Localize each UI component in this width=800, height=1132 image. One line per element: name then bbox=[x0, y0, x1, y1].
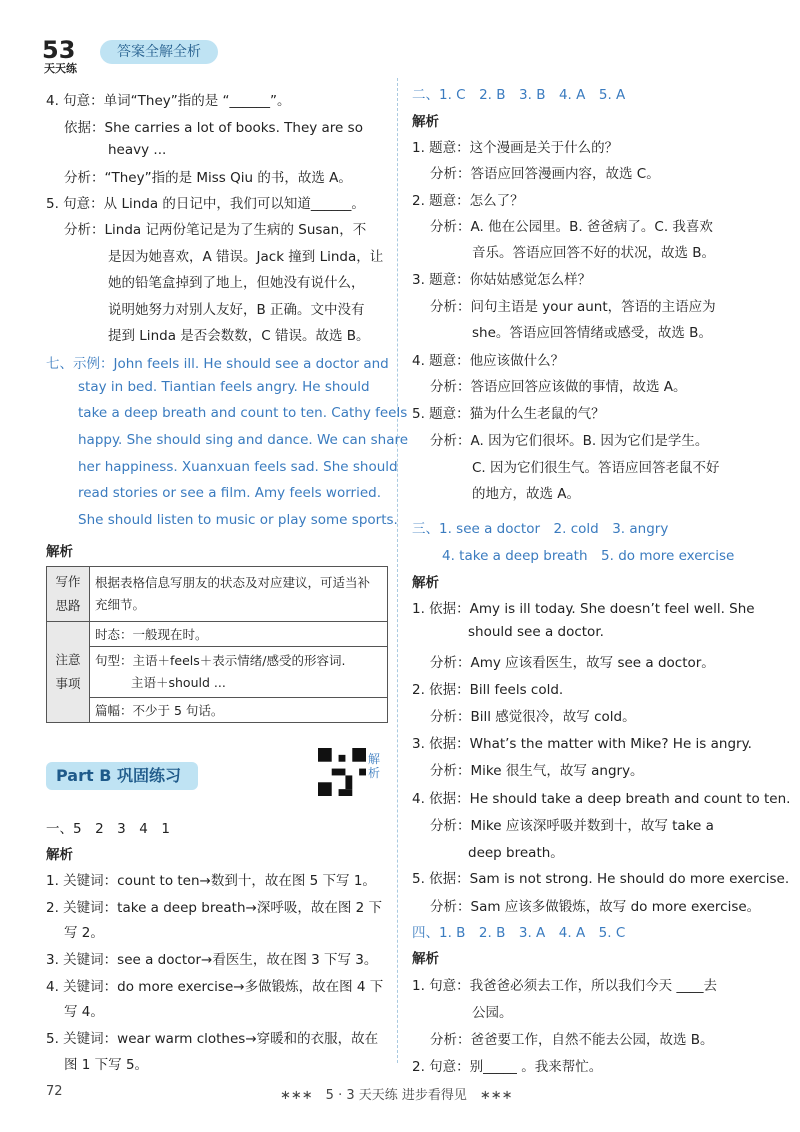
table-cell-line: 主语＋should ... bbox=[131, 675, 226, 690]
footer-slogan: ∗∗∗ 5 · 3 天天练 进步看得见 ∗∗∗ bbox=[280, 1088, 513, 1103]
jiexi-heading: 解析 bbox=[412, 575, 439, 591]
right-line: deep breath。 bbox=[468, 845, 564, 861]
right-line: 分析：Mike 应该深呼吸并数到十，故写 take a bbox=[430, 818, 714, 834]
right-line: 分析：Sam 应该多做锻炼，故写 do more exercise。 bbox=[430, 899, 761, 915]
key-line: 图 1 下写 5。 bbox=[64, 1057, 149, 1073]
sample-line: take a deep breath and count to ten. Cathy feels bbox=[78, 405, 408, 421]
answer-line: 4. take a deep breath 5. do more exercise bbox=[442, 548, 735, 564]
svg-text:天天练: 天天练 bbox=[44, 62, 77, 74]
right-line: 分析：爸爸要工作，自然不能去公园，故选 B。 bbox=[430, 1032, 714, 1048]
answer-line: 三、1. see a doctor 2. cold 3. angry bbox=[412, 521, 669, 537]
answer-line: 二、1. C 2. B 3. B 4. A 5. A bbox=[412, 87, 626, 103]
key-line: 2. 关键词：take a deep breath→深呼吸，故在图 2 下 bbox=[46, 900, 383, 916]
table-label: 注意事项 bbox=[47, 622, 90, 723]
table-cell-line: 句型：主语＋feels＋表示情绪/感受的形容词. bbox=[95, 653, 346, 668]
answer-line: 四、1. B 2. B 3. A 4. A 5. C bbox=[412, 925, 626, 941]
table-cell bbox=[90, 647, 388, 698]
right-line: 4. 题意：他应该做什么？ bbox=[412, 353, 565, 369]
right-line: 1. 题意：这个漫画是关于什么的？ bbox=[412, 140, 619, 156]
right-line: she。答语应回答情绪或感受，故选 B。 bbox=[472, 325, 712, 341]
table-cell: 根据表格信息写朋友的状态及对应建议，可适当补充细节。 bbox=[90, 567, 388, 622]
jiexi-heading: 解析 bbox=[412, 951, 439, 967]
table-cell: 篇幅：不少于 5 句话。 bbox=[90, 698, 388, 723]
right-line: 3. 题意：你姑姑感觉怎么样？ bbox=[412, 272, 592, 288]
key-line: 写 2。 bbox=[64, 925, 104, 941]
right-line: 分析：Bill 感觉很冷，故写 cold。 bbox=[430, 709, 636, 725]
key-line: 4. 关键词：do more exercise→多做锻炼，故在图 4 下 bbox=[46, 979, 384, 995]
answer-line: 一、5 2 3 4 1 bbox=[46, 821, 170, 837]
right-line: 2. 依据：Bill feels cold. bbox=[412, 682, 564, 698]
sample-line: She should listen to music or play some sports. bbox=[78, 512, 398, 528]
left-line: 她的铅笔盒掉到了地上，但她没有说什么， bbox=[108, 275, 365, 291]
jiexi-heading: 解析 bbox=[412, 114, 439, 130]
right-line: should see a doctor. bbox=[468, 624, 604, 640]
left-line: 说明她努力对别人友好，B 正确。文中没有 bbox=[108, 302, 365, 318]
right-line: 3. 依据：What’s the matter with Mike? He is angry. bbox=[412, 736, 752, 752]
right-line: 分析：Amy 应该看医生，故写 see a doctor。 bbox=[430, 655, 715, 671]
table-label: 写作思路 bbox=[47, 567, 90, 622]
qr-label: 解析 bbox=[368, 752, 381, 780]
left-line: 提到 Linda 是否会数数，C 错误。故选 B。 bbox=[108, 328, 370, 344]
right-line: 1. 依据：Amy is ill today. She doesn’t feel well. She bbox=[412, 601, 755, 617]
left-line: 分析：“They”指的是 Miss Qiu 的书，故选 A。 bbox=[64, 170, 352, 186]
table-cell: 时态：一般现在时。 bbox=[90, 622, 388, 647]
sample-line: 七、示例：John feels ill. He should see a doctor and bbox=[46, 356, 389, 372]
left-line: heavy ... bbox=[108, 142, 167, 158]
right-line: 5. 依据：Sam is not strong. He should do more exercise. bbox=[412, 871, 790, 887]
right-line: 分析：问句主语是 your aunt，答语的主语应为 bbox=[430, 299, 716, 315]
header-tag: 答案全解全析 bbox=[100, 40, 218, 64]
jiexi-heading: 解析 bbox=[46, 544, 73, 560]
left-line: 4. 句意：单词“They”指的是 “______”。 bbox=[46, 93, 291, 109]
right-line: 1. 句意：我爸爸必须去工作，所以我们今天 ____去 bbox=[412, 978, 717, 994]
right-line: 5. 题意：猫为什么生老鼠的气？ bbox=[412, 406, 605, 422]
right-line: 4. 依据：He should take a deep breath and count to ten. bbox=[412, 791, 791, 807]
key-line: 1. 关键词：count to ten→数到十，故在图 5 下写 1。 bbox=[46, 873, 376, 889]
left-line: 是因为她喜欢，A 错误。Jack 撞到 Linda，让 bbox=[108, 249, 384, 265]
key-line: 5. 关键词：wear warm clothes→穿暖和的衣服，故在 bbox=[46, 1031, 379, 1047]
left-line: 分析：Linda 记两份笔记是为了生病的 Susan，不 bbox=[64, 222, 367, 238]
left-line: 依据：She carries a lot of books. They are so bbox=[64, 120, 363, 136]
logo bbox=[40, 34, 98, 74]
column-divider bbox=[397, 78, 398, 1063]
qr-code[interactable] bbox=[318, 748, 366, 796]
right-line: 的地方，故选 A。 bbox=[472, 486, 581, 502]
right-line: 分析：A. 他在公园里。B. 爸爸病了。C. 我喜欢 bbox=[430, 219, 713, 235]
page-number: 72 bbox=[46, 1084, 63, 1099]
sample-line: stay in bed. Tiantian feels angry. He should bbox=[78, 379, 370, 395]
sample-line: read stories or see a film. Amy feels worried. bbox=[78, 485, 381, 501]
right-line: 分析：答语应回答漫画内容，故选 C。 bbox=[430, 166, 660, 182]
sample-line: her happiness. Xuanxuan feels sad. She should bbox=[78, 459, 398, 475]
right-line: C. 因为它们很生气。答语应回答老鼠不好 bbox=[472, 460, 720, 476]
right-line: 分析：A. 因为它们很坏。B. 因为它们是学生。 bbox=[430, 433, 709, 449]
right-line: 分析：答语应回答应该做的事情，故选 A。 bbox=[430, 379, 687, 395]
right-line: 2. 题意：怎么了？ bbox=[412, 193, 524, 209]
sample-line: happy. She should sing and dance. We can share bbox=[78, 432, 409, 448]
right-line: 2. 句意：别_____ 。我来帮忙。 bbox=[412, 1059, 603, 1075]
left-line: 5. 句意：从 Linda 的日记中，我们可以知道______。 bbox=[46, 196, 365, 212]
svg-text:53: 53 bbox=[42, 36, 76, 64]
right-line: 公园。 bbox=[472, 1005, 513, 1021]
jiexi-heading: 解析 bbox=[46, 847, 73, 863]
right-line: 分析：Mike 很生气，故写 angry。 bbox=[430, 763, 644, 779]
key-line: 3. 关键词：see a doctor→看医生，故在图 3 下写 3。 bbox=[46, 952, 378, 968]
key-line: 写 4。 bbox=[64, 1004, 104, 1020]
qr-icon bbox=[318, 748, 366, 796]
right-line: 音乐。答语应回答不好的状况，故选 B。 bbox=[472, 245, 716, 261]
section-title: Part B 巩固练习 bbox=[46, 762, 198, 790]
writing-notes-table bbox=[46, 566, 388, 723]
